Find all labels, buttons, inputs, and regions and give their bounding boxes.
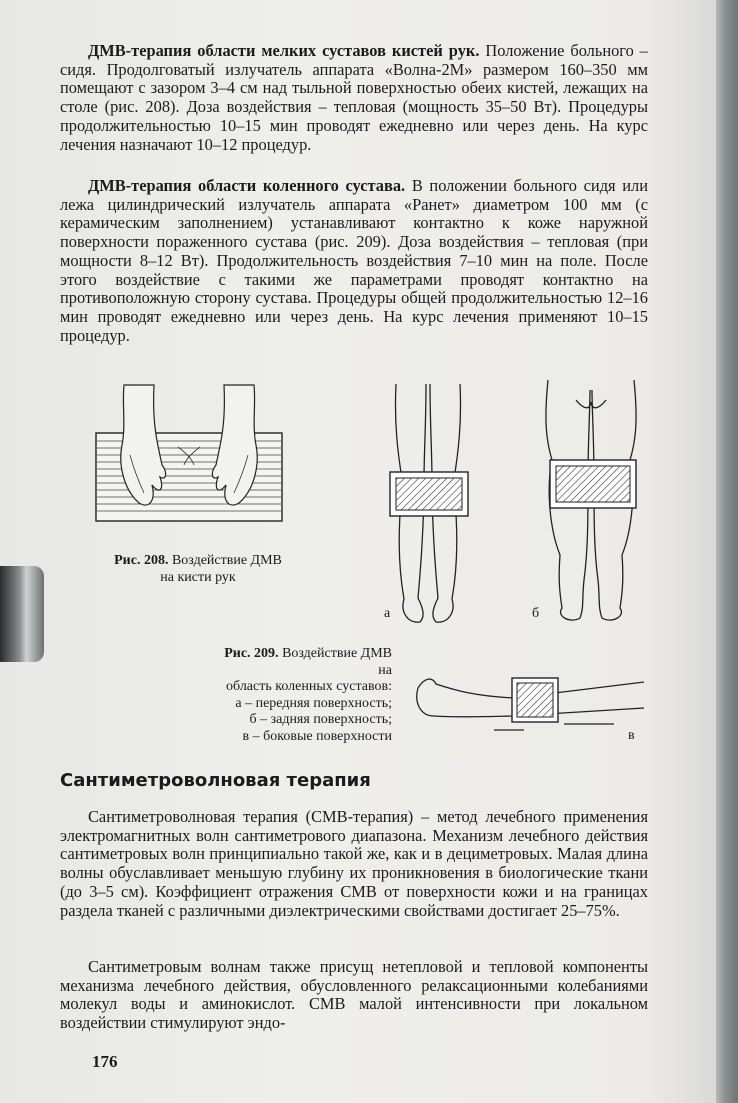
figure-209-label: Рис. 209.	[224, 646, 279, 661]
binder-clip	[0, 566, 44, 662]
section-paragraph-2-text: Сантиметровым волнам также присущ нетепловой и тепловой компоненты механизма лечебного действия, обусловленного релаксационными колебаниями молекул воды и аминокислот. СМВ малой интенсивности при локальном воздействии стимулируют эндо-	[60, 957, 648, 1033]
paragraph-hands	[60, 42, 648, 154]
figure-209-item-c: в – боковые поверхности	[242, 728, 392, 744]
figure-209-panel-b-label: б	[532, 606, 540, 621]
figure-209c-lateral-leg	[414, 668, 644, 740]
section-paragraph-1	[60, 808, 648, 920]
figure-209-item-b: б – задняя поверхность;	[249, 712, 392, 727]
figure-208-caption	[92, 553, 304, 586]
figure-209-caption-line1: Воздействие ДМВ на	[282, 646, 392, 678]
section-paragraph-2	[60, 958, 648, 1033]
section-paragraph-1-text: Сантиметроволновая терапия (СМВ-терапия) – метод лечебного применения электромагнитных волн сантиметрового диапазона. Механизм лечебного действия сантиметровых волн принципиально такой же, как и в дециметровых. Малая длина волны обуславливает меньшую глубину их проникновения в биологические ткани (до 3–5 см). Коэффициент отражения СМВ от поверхности кожи и на границах раздела тканей с различными диэлектрическими свойствами достигает 25–75%.	[60, 807, 648, 920]
figure-208-caption-line1: Воздействие ДМВ	[171, 553, 282, 568]
figure-209b-back-knees	[536, 380, 646, 630]
section-title: Сантиметроволновая терапия	[60, 770, 371, 791]
paragraph-knee-lead: ДМВ-терапия области коленного сустава.	[88, 176, 406, 195]
book-gutter	[716, 0, 738, 1103]
figure-208-hands-illustration	[94, 385, 284, 525]
figure-209-caption-line2: область коленных суставов:	[226, 679, 392, 694]
figure-208-caption-line2: на кисти рук	[160, 569, 236, 585]
figure-209-panel-a-label: а	[384, 606, 391, 621]
figure-209-item-a: а – передняя поверхность;	[235, 695, 392, 711]
paragraph-hands-body: Положение больного – сидя. Продолговатый излучатель аппарата «Волна-2М» размером 160–350 мм помещают с зазором 3–4 см над тыльной поверхностью обеих кистей, лежащих на столе (рис. 208). Доза воздействия – тепловая (мощность 35–50 Вт). Процедуры продолжительностью 10–15 мин проводят ежедневно или через день. На курс лечения назначают 10–12 процедур.	[60, 41, 648, 154]
figure-209a-front-knees	[378, 384, 478, 632]
page-number: 176	[92, 1052, 118, 1071]
paragraph-hands-lead: ДМВ-терапия области мелких суставов кистей рук.	[88, 41, 480, 60]
paragraph-knee-body: В положении больного сидя или лежа цилиндрический излучатель аппарата «Ранет» диаметром 100 мм (с керамическим заполнением) устанавливают контактно к коже наружной поверхности пораженного сустава (рис. 209). Доза воздействия – тепловая (при мощности 8–12 Вт). Продолжительность воздействия 7–10 мин на поле. После этого воздействие с такими же параметрами проводят контактно на противоположную сторону сустава. Процедуры общей продолжительностью 12–16 мин проводят ежедневно или через день. На курс лечения применяют 10–15 процедур.	[60, 176, 648, 345]
figure-209-caption	[218, 646, 392, 745]
figure-209-panel-c-label: в	[628, 728, 635, 743]
paragraph-knee	[60, 177, 648, 345]
figure-208-label: Рис. 208.	[114, 553, 169, 568]
